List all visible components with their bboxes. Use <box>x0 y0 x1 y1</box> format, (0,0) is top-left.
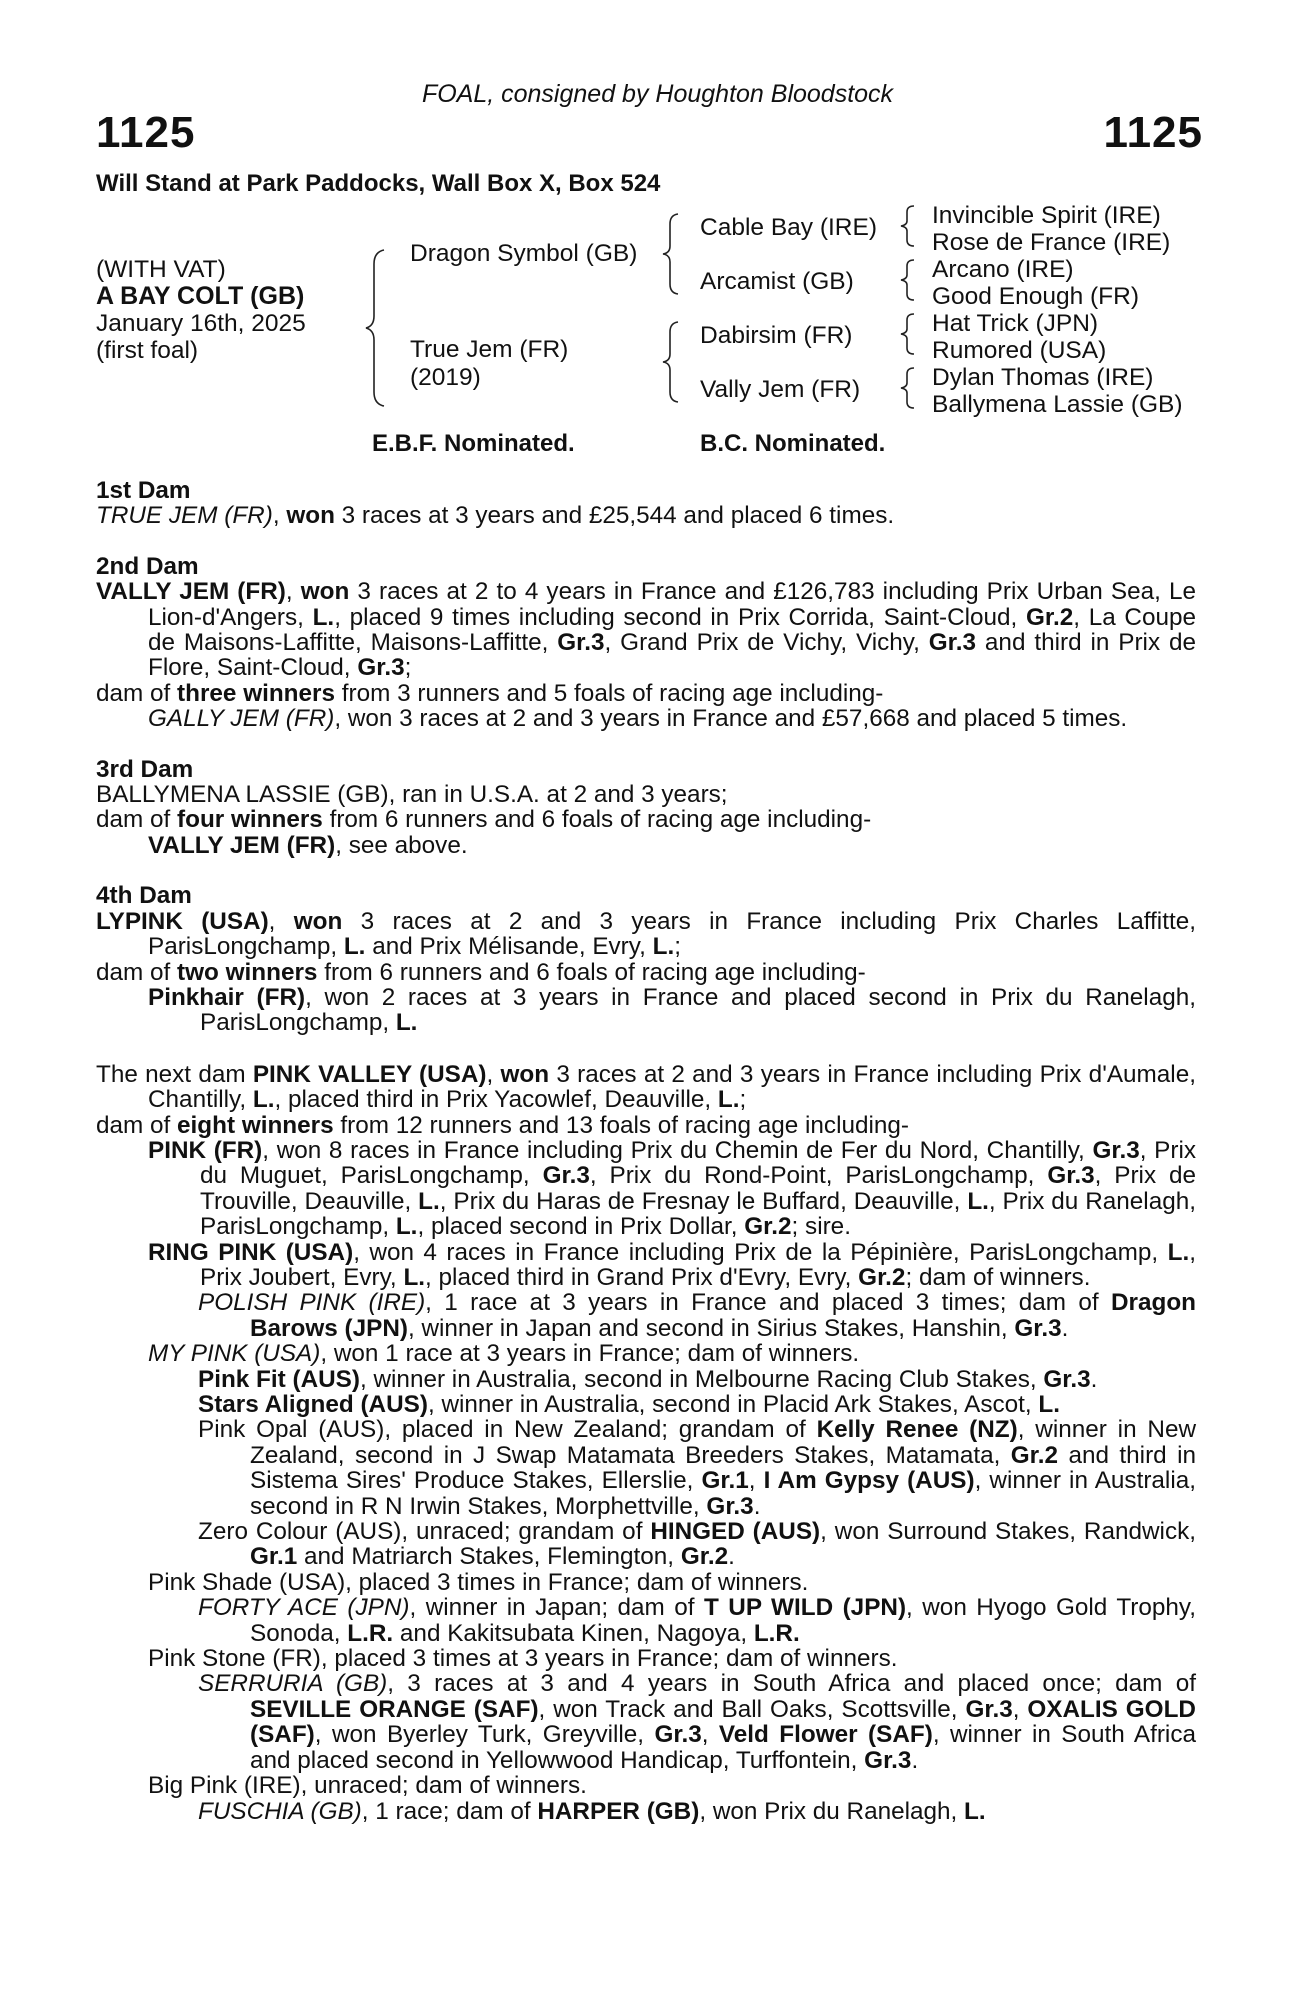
first-dam-text: TRUE JEM (FR), won 3 races at 3 years and £25,544 and placed 6 times. <box>96 502 895 530</box>
third-dam-section <box>96 757 1196 859</box>
lot-number-right: 1125 <box>1103 108 1203 157</box>
g-ssd: Rose de France (IRE) <box>932 229 1171 256</box>
section-title: 1st Dam <box>96 477 191 504</box>
next-dam-text: The next dam PINK VALLEY (USA), won 3 races at 2 and 3 years in France including Prix d'Aumale, Chantilly, L., placed third in Prix Yacowlef, Deauville, L.; <box>96 1060 1196 1114</box>
produce-big-pink: Big Pink (IRE), unraced; dam of winners. <box>148 1772 587 1800</box>
produce-my-pink: MY PINK (USA), won 1 race at 3 years in France; dam of winners. <box>148 1340 860 1368</box>
sire: Dragon Symbol (GB) <box>410 240 638 267</box>
fourth-dam-produce: dam of two winners from 6 runners and 6 foals of racing age including- <box>96 958 866 986</box>
second-dam-text: VALLY JEM (FR), won 3 races at 2 to 4 years in France and £126,783 including Prix Urban Sea, Le Lion-d'Angers, L., placed 9 times including second in Prix Corrida, Saint-Cloud, Gr.2, La Coupe de Maisons-Laffitte, Maisons-Laffitte, Gr.3, Grand Prix de Vichy, Vichy, Gr.3 and third in Prix de Flore, Saint-Cloud, Gr.3; <box>96 578 1197 682</box>
dam: True Jem (FR) <box>410 336 569 363</box>
pedigree-brace-dam <box>660 320 684 404</box>
vat-note: (WITH VAT) <box>96 256 226 283</box>
produce-stars-aligned: Stars Aligned (AUS), winner in Australia, second in Placid Ark Stakes, Ascot, L. <box>198 1391 1060 1418</box>
sire-sire: Cable Bay (IRE) <box>700 214 878 241</box>
g-dsd: Rumored (USA) <box>932 337 1107 364</box>
produce-fuschia: FUSCHIA (GB), 1 race; dam of HARPER (GB), won Prix du Ranelagh, L. <box>198 1797 986 1825</box>
g-sss: Invincible Spirit (IRE) <box>932 202 1161 229</box>
dam-year: (2019) <box>410 364 481 391</box>
pedigree-brace-g3 <box>898 312 920 356</box>
foaling-date: January 16th, 2025 <box>96 310 306 337</box>
third-dam-text: BALLYMENA LASSIE (GB), ran in U.S.A. at 2 and 3 years; <box>96 781 728 809</box>
produce-pinkhair: Pinkhair (FR), won 2 races at 3 years in France and placed second in Prix du Ranelagh, ParisLongchamp, L. <box>148 983 1196 1037</box>
produce-pink-shade: Pink Shade (USA), placed 3 times in France; dam of winners. <box>148 1568 809 1596</box>
horse-name: A BAY COLT (GB) <box>96 282 305 310</box>
produce-pink-stone: Pink Stone (FR), placed 3 times at 3 years in France; dam of winners. <box>148 1645 898 1673</box>
produce-zero-colour: Zero Colour (AUS), unraced; grandam of HINGED (AUS), won Surround Stakes, Randwick, Gr.1 and Matriarch Stakes, Flemington, Gr.2. <box>198 1518 1196 1571</box>
produce-serruria: SERRURIA (GB), 3 races at 3 and 4 years in South Africa and placed once; dam of SEVILLE ORANGE (SAF), won Track and Ball Oaks, Scottsville, Gr.3, OXALIS GOLD (SAF), won Byerley Turk, Greyville, Gr.3, Veld Flower (SAF), winner in South Africa and placed second in Yellowwood Handicap, Turffontein, Gr.3. <box>198 1670 1196 1774</box>
next-dam-produce: dam of eight winners from 12 runners and 13 foals of racing age including- <box>96 1111 910 1139</box>
dam-dam: Vally Jem (FR) <box>700 376 861 403</box>
section-title: 4th Dam <box>96 882 192 910</box>
second-dam-section <box>96 554 1196 732</box>
pedigree-brace-main <box>362 248 392 408</box>
dam-sire: Dabirsim (FR) <box>700 322 853 349</box>
lot-number-left: 1125 <box>96 108 196 157</box>
g-dss: Hat Trick (JPN) <box>932 310 1099 337</box>
produce-polish-pink: POLISH PINK (IRE), 1 race at 3 years in France and placed 3 times; dam of Dragon Barows (JPN), winner in Japan and second in Sirius Stakes, Hanshin, Gr.3. <box>198 1289 1197 1342</box>
bc-nomination: B.C. Nominated. <box>700 430 886 457</box>
third-dam-produce: dam of four winners from 6 runners and 6 foals of racing age including- <box>96 806 872 834</box>
produce-pink-opal: Pink Opal (AUS), placed in New Zealand; grandam of Kelly Renee (NZ), winner in New Zealand, second in J Swap Matamata Breeders Stakes, Matamata, Gr.2 and third in Sistema Sires' Produce Stakes, Ellerslie, Gr.1, I Am Gypsy (AUS), winner in Australia, second in R N Irwin Stakes, Morphettville, Gr.3. <box>198 1416 1197 1520</box>
pedigree-brace-g2 <box>898 258 920 302</box>
g-sds: Arcano (IRE) <box>932 256 1074 283</box>
section-title: 2nd Dam <box>96 552 199 580</box>
produce-pink-fit: Pink Fit (AUS), winner in Australia, second in Melbourne Racing Club Stakes, Gr.3. <box>198 1365 1098 1393</box>
g-sdd: Good Enough (FR) <box>932 283 1139 310</box>
pedigree-brace-sire <box>660 212 684 296</box>
ebf-nomination: E.B.F. Nominated. <box>372 430 575 457</box>
g-dds: Dylan Thomas (IRE) <box>932 364 1154 391</box>
stand-location: Will Stand at Park Paddocks, Wall Box X, Box 524 <box>96 170 661 197</box>
sire-dam: Arcamist (GB) <box>700 268 854 295</box>
produce-pink: PINK (FR), won 8 races in France including Prix du Chemin de Fer du Nord, Chantilly, Gr.3, Prix du Muguet, ParisLongchamp, Gr.3, Prix du Rond-Point, ParisLongchamp, Gr.3, Prix de Trouville, Deauville, L., Prix du Haras de Fresnay le Buffard, Deauville, L., Prix du Ranelagh, ParisLongchamp, L., placed second in Prix Dollar, Gr.2; sire. <box>148 1136 1197 1241</box>
produce-vally-jem: VALLY JEM (FR), see above. <box>148 831 468 859</box>
produce-gally-jem: GALLY JEM (FR), won 3 races at 2 and 3 years in France and £57,668 and placed 5 times. <box>148 705 1128 733</box>
produce-forty-ace: FORTY ACE (JPN), winner in Japan; dam of T UP WILD (JPN), won Hyogo Gold Trophy, Sonoda, L.R. and Kakitsubata Kinen, Nagoya, L.R. <box>198 1594 1196 1647</box>
fourth-dam-section <box>96 883 1196 1035</box>
g-ddd: Ballymena Lassie (GB) <box>932 391 1183 418</box>
second-dam-produce: dam of three winners from 3 runners and 5 foals of racing age including- <box>96 679 884 707</box>
pedigree-brace-g4 <box>898 366 920 410</box>
pedigree-brace-g1 <box>898 204 920 248</box>
section-title: 3rd Dam <box>96 755 194 783</box>
first-dam-section <box>96 478 1196 529</box>
foal-note: (first foal) <box>96 337 199 364</box>
fourth-dam-text: LYPINK (USA), won 3 races at 2 and 3 years in France including Prix Charles Laffitte, ParisLongchamp, L. and Prix Mélisande, Evry, L.; <box>96 907 1196 961</box>
catalogue-body <box>96 478 1196 1849</box>
horse-info <box>96 256 306 364</box>
consignment-line: FOAL, consigned by Houghton Bloodstock <box>421 80 894 108</box>
produce-ring-pink: RING PINK (USA), won 4 races in France including Prix de la Pépinière, ParisLongchamp, L., Prix Joubert, Evry, L., placed third in Grand Prix d'Evry, Evry, Gr.2; dam of winners. <box>148 1238 1196 1291</box>
next-dam-section <box>96 1062 1196 1824</box>
